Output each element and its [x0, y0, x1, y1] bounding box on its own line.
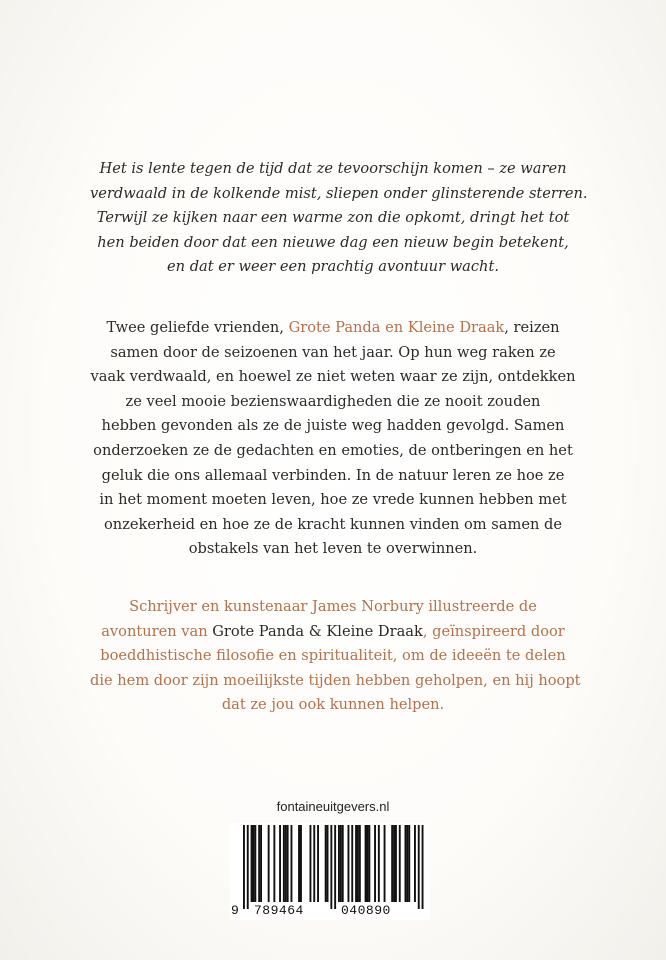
- barcode-bar: [357, 825, 359, 902]
- barcode-bar: [268, 825, 270, 902]
- highlighted-title: Grote Panda en Kleine Draak: [288, 319, 505, 336]
- barcode-guard-bar: [247, 825, 249, 909]
- intro-line: Terwijl ze kijken naar een warme zon die opkomt, dringt het tot: [96, 209, 570, 227]
- description-line: in het moment moeten leven, hoe ze vrede kunnen hebben met: [99, 491, 567, 509]
- barcode-bar: [393, 825, 395, 902]
- isbn-digits-left: 789464: [254, 903, 304, 918]
- barcode-bar: [342, 825, 344, 902]
- barcode-guard-bar: [243, 825, 245, 909]
- barcode-bar: [298, 825, 300, 902]
- barcode-guard-bar: [418, 825, 420, 909]
- description-line: ze veel mooie bezienswaardigheden die ze nooit zouden: [125, 392, 541, 410]
- barcode-bar: [359, 825, 361, 902]
- barcode-guard-bar: [330, 825, 332, 909]
- description-line: samen door de seizoenen van het jaar. Op hun weg raken ze: [110, 343, 556, 361]
- highlighted-title: Grote Panda & Kleine Draak: [212, 622, 423, 640]
- isbn-barcode: [230, 823, 430, 920]
- barcode-bar: [378, 825, 380, 902]
- barcode-bar: [260, 825, 262, 902]
- barcode-bar: [351, 825, 353, 902]
- barcode-bar: [405, 825, 407, 902]
- barcode-bar: [313, 825, 315, 902]
- barcode-bar: [287, 825, 289, 902]
- intro-paragraph: [90, 157, 588, 280]
- barcode-bar: [279, 825, 281, 902]
- barcode-bar: [348, 825, 350, 902]
- barcode-bar: [367, 825, 369, 902]
- barcode-bar: [300, 825, 302, 902]
- barcode-bar: [327, 825, 329, 902]
- description-line: [90, 316, 576, 341]
- publisher-website: fontaineuitgevers.nl: [276, 799, 390, 814]
- author-text: avonturen van: [101, 622, 213, 640]
- description-line: geluk die ons allemaal verbinden. In de natuur leren ze hoe ze: [101, 466, 565, 484]
- barcode-bar: [374, 825, 376, 902]
- barcode-bar: [365, 825, 367, 902]
- description-text: , reizen: [504, 319, 560, 336]
- description-line: onzekerheid en hoe ze de kracht kunnen vinden om samen de: [104, 515, 562, 533]
- barcode-bar: [285, 825, 287, 902]
- barcode-bar: [414, 825, 416, 902]
- barcode-bar: [258, 825, 260, 902]
- author-paragraph: [90, 595, 581, 718]
- author-line: boeddhistische filosofie en spiritualiteit, om de ideeën te delen: [100, 647, 566, 665]
- barcode-bar: [384, 825, 386, 902]
- author-text: , geïnspireerd door: [422, 622, 565, 640]
- barcode-bar: [338, 825, 340, 902]
- description-line: obstakels van het leven te overwinnen.: [188, 540, 478, 558]
- barcode-bar: [283, 825, 285, 902]
- barcode-bar: [254, 825, 256, 902]
- barcode-guard-bar: [334, 825, 336, 909]
- barcode-bar: [253, 825, 255, 902]
- barcode-bar: [355, 825, 357, 902]
- intro-line: verdwaald in de kolkende mist, sliepen onder glinsterende sterren.: [90, 184, 588, 202]
- isbn-digits-right: 040890: [341, 903, 391, 918]
- barcode-bar: [291, 825, 293, 902]
- barcode-bar: [273, 825, 275, 902]
- intro-line: hen beiden door dat een nieuwe dag een nieuw begin betekent,: [97, 233, 569, 251]
- description-text: Twee geliefde vrienden,: [106, 319, 289, 336]
- description-paragraph: [90, 316, 576, 562]
- barcode-bar: [408, 825, 410, 902]
- barcode-bar: [310, 825, 312, 902]
- isbn-digit-first: 9: [231, 903, 240, 918]
- barcode-bar: [340, 825, 342, 902]
- barcode-bar: [317, 825, 319, 902]
- barcode-bar: [395, 825, 397, 902]
- barcode-bar: [391, 825, 393, 902]
- description-line: hebben gevonden als ze de juiste weg hadden gevolgd. Samen: [101, 417, 565, 435]
- author-line: Schrijver en kunstenaar James Norbury illustreerde de: [129, 598, 537, 615]
- barcode-bar: [399, 825, 401, 902]
- barcode-bar: [406, 825, 408, 902]
- barcode-bar: [325, 825, 327, 902]
- barcode-bar: [251, 825, 253, 902]
- barcode-guard-bar: [422, 825, 424, 909]
- intro-line: Het is lente tegen de tijd dat ze tevoorschijn komen – ze waren: [99, 160, 567, 177]
- author-line: die hem door zijn moeilijkste tijden hebben geholpen, en hij hoopt: [90, 671, 581, 689]
- author-line: dat ze jou ook kunnen helpen.: [221, 696, 445, 714]
- author-line: [90, 620, 576, 645]
- description-line: onderzoeken ze de gedachten en emoties, de ontberingen en het: [93, 441, 573, 459]
- description-line: vaak verdwaald, en hoewel ze niet weten waar ze zijn, ontdekken: [90, 368, 576, 386]
- barcode-bar: [368, 825, 370, 902]
- intro-line: en dat er weer een prachtig avontuur wacht.: [167, 258, 499, 276]
